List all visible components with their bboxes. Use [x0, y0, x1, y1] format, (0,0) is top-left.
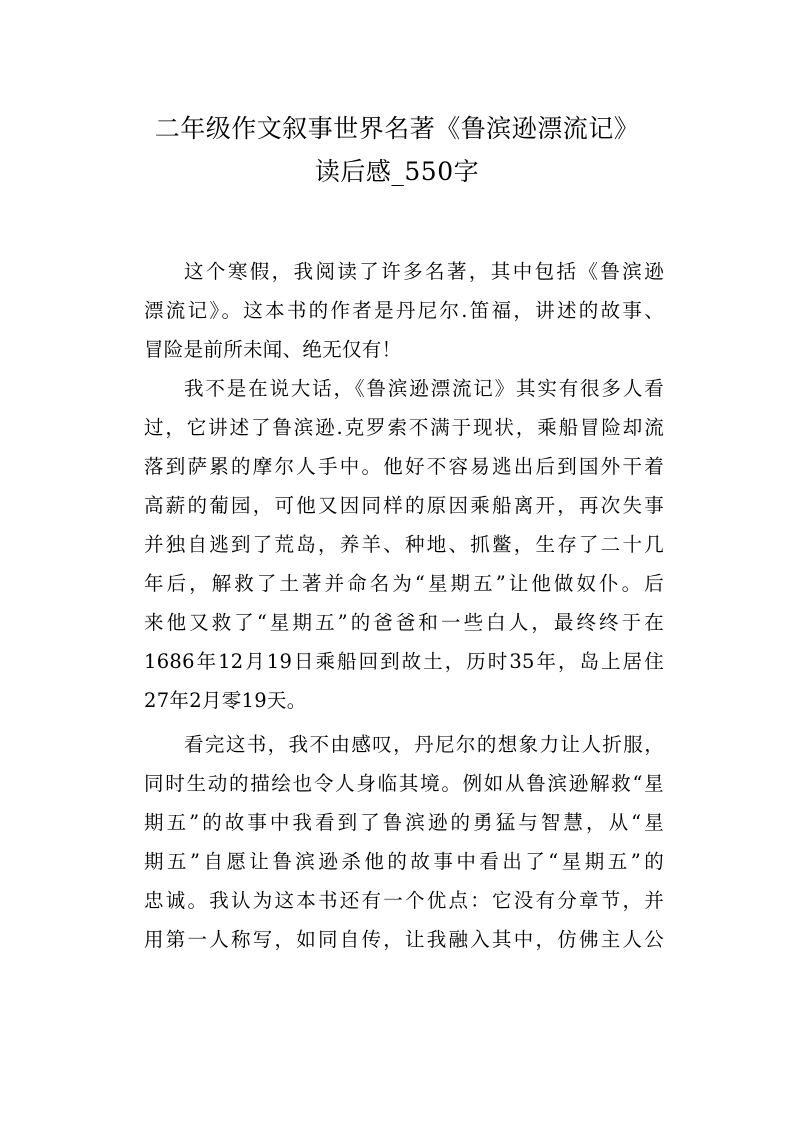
paragraph-3-line-4: 期五”自愿让鲁滨逊杀他的故事中看出了“星期五”的 [144, 850, 664, 873]
document-title-line-1: 二年级作文叙事世界名著《鲁滨逊漂流记》 [154, 114, 640, 143]
document-title-line-2: 读后感_550字 [314, 157, 480, 186]
paragraph-2-line-2: 过，它讲述了鲁滨逊.克罗索不满于现状，乘船冒险却流 [144, 416, 664, 439]
paragraph-2-line-5: 并独自逃到了荒岛，养羊、种地、抓鳖，生存了二十几 [144, 533, 664, 556]
paragraph-2-line-6: 年后，解救了土著并命名为“星期五”让他做奴仆。后 [144, 572, 664, 595]
paragraph-3 [144, 725, 664, 959]
paragraph-1-line-3: 冒险是前所未闻、绝无仅有！ [144, 338, 402, 361]
document-body [144, 252, 664, 959]
paragraph-2-line-7: 来他又救了“星期五”的爸爸和一些白人，最终终于在 [144, 611, 664, 634]
paragraph-3-line-3: 期五”的故事中我看到了鲁滨逊的勇猛与智慧，从“星 [144, 811, 664, 834]
paragraph-2-line-3: 落到萨累的摩尔人手中。他好不容易逃出后到国外干着 [144, 455, 664, 478]
paragraph-3-line-2: 同时生动的描绘也令人身临其境。例如从鲁滨逊解救“星 [144, 772, 664, 795]
paragraph-3-line-6: 用第一人称写，如同自传，让我融入其中，仿佛主人公 [144, 928, 664, 951]
paragraph-1 [144, 252, 664, 369]
paragraph-2-line-1: 我不是在说大话，《鲁滨逊漂流记》其实有很多人看 [184, 377, 664, 400]
paragraph-2-line-4: 高薪的葡园，可他又因同样的原因乘船离开，再次失事 [144, 494, 664, 517]
paragraph-2 [144, 369, 664, 720]
paragraph-3-line-5: 忠诚。我认为这本书还有一个优点：它没有分章节，并 [144, 889, 664, 912]
paragraph-3-line-1: 看完这书，我不由感叹，丹尼尔的想象力让人折服， [184, 733, 664, 756]
paragraph-2-line-8: 1686年12月19日乘船回到故土，历时35年，岛上居住 [144, 650, 664, 673]
paragraph-2-line-9: 27年2月零19天。 [144, 689, 307, 712]
paragraph-1-line-1: 这个寒假，我阅读了许多名著，其中包括《鲁滨逊 [184, 260, 664, 283]
paragraph-1-line-2: 漂流记》。这本书的作者是丹尼尔.笛福，讲述的故事、 [144, 299, 664, 322]
